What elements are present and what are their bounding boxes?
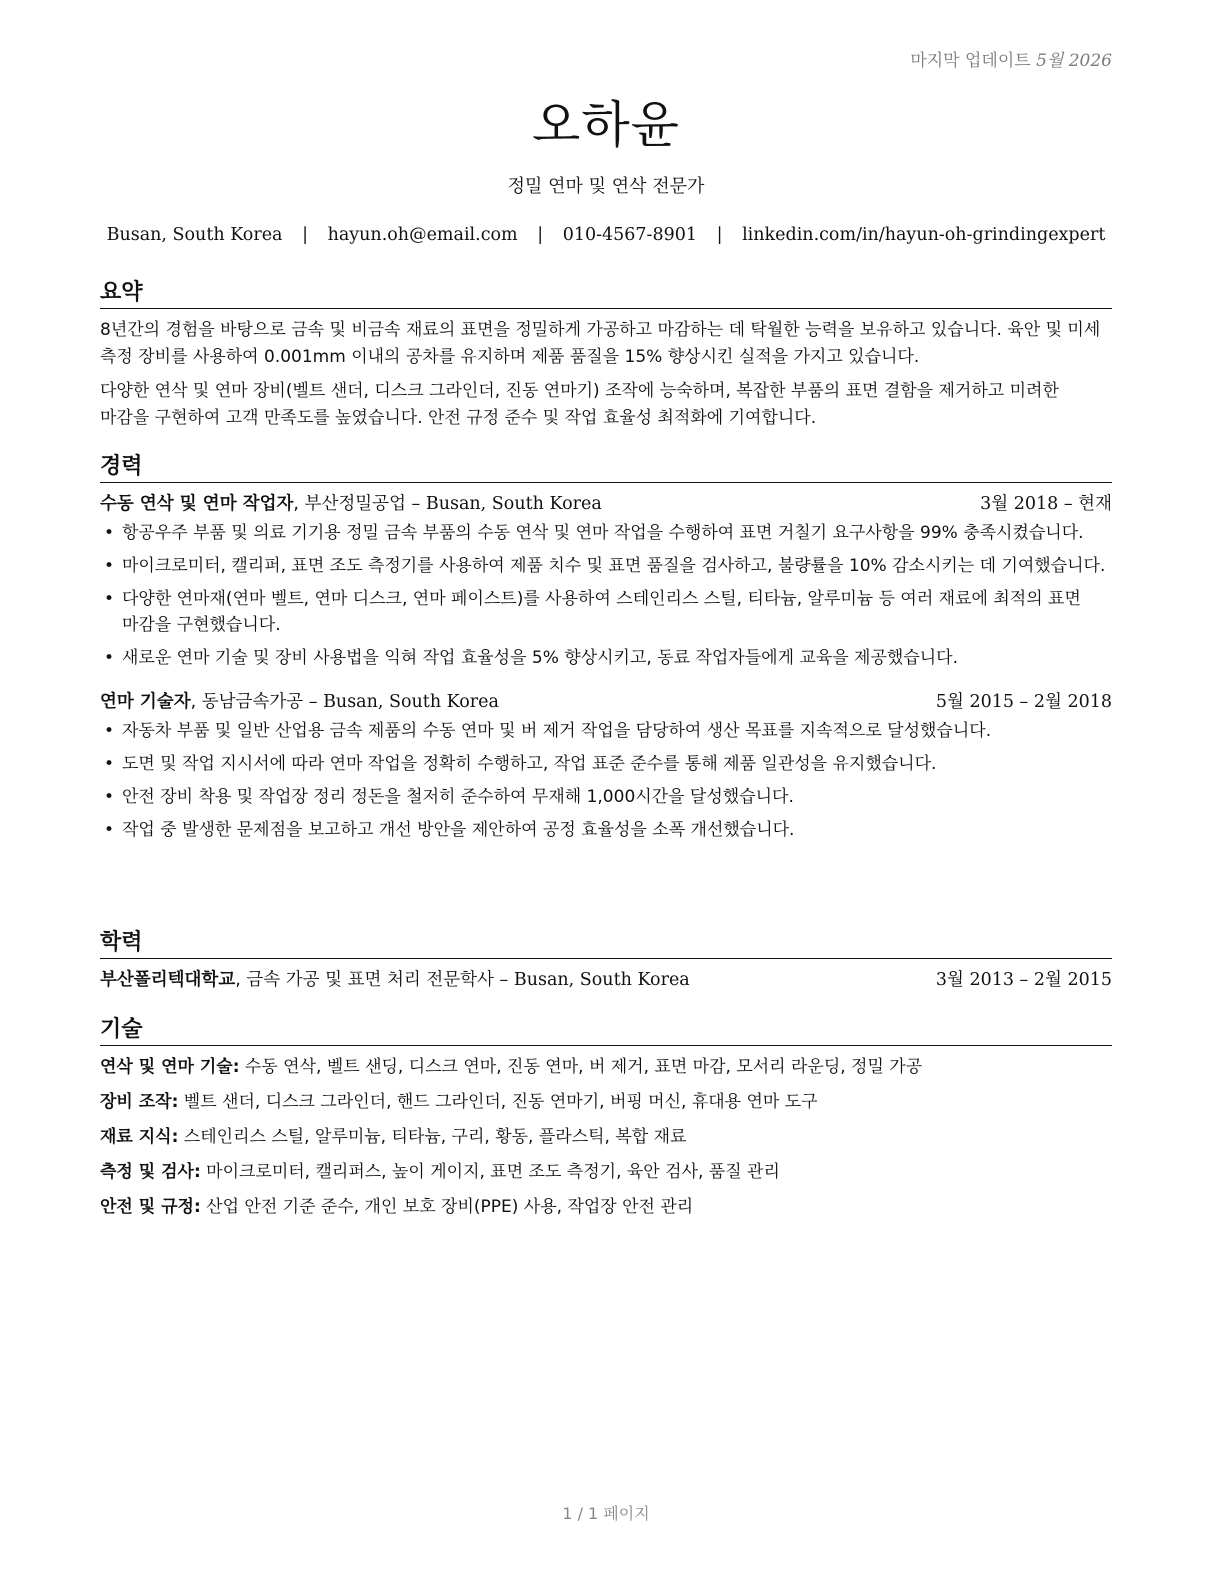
job-bullet: [100, 553, 1112, 579]
contact-separator: |: [537, 225, 544, 245]
skill-value: 스테인리스 스틸, 알루미늄, 티타늄, 구리, 황동, 플라스틱, 복합 재료: [178, 1127, 687, 1147]
summary-paragraph: 다양한 연삭 및 연마 장비(벨트 샌더, 디스크 그라인더, 진동 연마기) 조작에 능숙하며, 복잡한 부품의 표면 결함을 제거하고 미려한 마감을 구현하여 고객 만족도를 높였습니다. 안전 규정 준수 및 작업 효율성 최적화에 기여합니다.: [100, 381, 1059, 428]
last-updated-date: 5월 2026: [1036, 51, 1112, 71]
job-bullet: [100, 718, 1112, 744]
education-degree: , 금속 가공 및 표면 처리 전문학사: [235, 970, 494, 990]
job-location: – Busan, South Korea: [303, 692, 499, 712]
job-bullets: [100, 718, 1112, 843]
candidate-name: 오하윤: [532, 96, 680, 154]
job-bullet: [100, 645, 1112, 671]
resume-page: [100, 0, 1112, 1584]
job-role: 수동 연삭 및 연마 작업자: [100, 494, 294, 514]
job-bullet-text: 새로운 연마 기술 및 장비 사용법을 익혀 작업 효율성을 5% 향상시키고, 동료 작업자들에게 교육을 제공했습니다.: [122, 648, 958, 668]
last-updated-label: 마지막 업데이트: [910, 51, 1031, 71]
skill-label: 연삭 및 연마 기술:: [100, 1057, 240, 1077]
contact-separator: |: [716, 225, 723, 245]
education-dates: 3월 2013 – 2월 2015: [935, 970, 1112, 990]
bullet-dot-icon: •: [104, 787, 115, 807]
job-bullet-text: 도면 및 작업 지시서에 따라 연마 작업을 정확히 수행하고, 작업 표준 준수를 통해 제품 일관성을 유지했습니다.: [122, 754, 937, 774]
contact-linkedin[interactable]: linkedin.com/in/hayun-oh-grindingexpert: [742, 225, 1106, 245]
bullet-dot-icon: •: [104, 523, 115, 543]
candidate-headline: 정밀 연마 및 연삭 전문가: [507, 176, 705, 197]
job-header: [100, 689, 1112, 716]
contact-separator: |: [302, 225, 308, 245]
experience-section: [100, 449, 1112, 850]
summary-section: [100, 275, 1112, 439]
bullet-dot-icon: •: [104, 820, 115, 840]
contact-line: [100, 225, 1112, 245]
job-bullet: [100, 520, 1112, 546]
job-entry: [100, 491, 1112, 671]
job-company: , 부산정밀공업: [293, 494, 406, 514]
job-bullet-text: 마이크로미터, 캘리퍼, 표면 조도 측정기를 사용하여 제품 치수 및 표면 품질을 검사하고, 불량률을 10% 감소시키는 데 기여했습니다.: [122, 556, 1106, 576]
job-bullet: [100, 784, 1112, 810]
education-entry: [100, 967, 1112, 994]
skill-row: [100, 1054, 1112, 1081]
summary-paragraph: 8년간의 경험을 바탕으로 금속 및 비금속 재료의 표면을 정밀하게 가공하고 마감하는 데 탁월한 능력을 보유하고 있습니다. 육안 및 미세 측정 장비를 사용하여 0.001mm 이내의 공차를 유지하며 제품 품질을 15% 향상시킨 실적을 가지고 있습니다.: [100, 320, 1101, 367]
education-section: [100, 925, 1112, 994]
skill-value: 산업 안전 기준 준수, 개인 보호 장비(PPE) 사용, 작업장 안전 관리: [200, 1197, 694, 1217]
summary-title: 요약: [100, 275, 1112, 309]
last-updated: [910, 46, 1112, 71]
job-bullet-text: 안전 장비 착용 및 작업장 정리 정돈을 철저히 준수하여 무재해 1,000시간을 달성했습니다.: [122, 787, 794, 807]
job-bullet-text: 다양한 연마재(연마 벨트, 연마 디스크, 연마 페이스트)를 사용하여 스테인리스 스틸, 티타늄, 알루미늄 등 여러 재료에 최적의 표면 마감을 구현했습니다.: [122, 589, 1081, 635]
job-bullet: [100, 817, 1112, 843]
job-location: – Busan, South Korea: [405, 494, 602, 514]
bullet-dot-icon: •: [104, 721, 115, 741]
job-company: , 동남금속가공: [190, 692, 304, 712]
bullet-dot-icon: •: [104, 754, 115, 774]
skills-title: 기술: [100, 1012, 1112, 1046]
job-header: [100, 491, 1112, 518]
job-role: 연마 기술자: [100, 692, 191, 712]
skill-row: [100, 1089, 1112, 1116]
education-school: 부산폴리텍대학교: [100, 970, 236, 990]
skill-value: 벨트 샌더, 디스크 그라인더, 핸드 그라인더, 진동 연마기, 버핑 머신, 휴대용 연마 도구: [178, 1092, 818, 1112]
bullet-dot-icon: •: [104, 648, 115, 668]
skill-row: [100, 1159, 1112, 1186]
job-entry: [100, 689, 1112, 843]
education-title: 학력: [100, 925, 1112, 959]
job-bullet-text: 작업 중 발생한 문제점을 보고하고 개선 방안을 제안하여 공정 효율성을 소폭 개선했습니다.: [122, 820, 795, 840]
page-number: 1 / 1 페이지: [562, 1504, 650, 1523]
skills-section: [100, 1012, 1112, 1229]
experience-title: 경력: [100, 449, 1112, 483]
skill-label: 재료 지식:: [100, 1127, 179, 1147]
job-bullet-text: 자동차 부품 및 일반 산업용 금속 제품의 수동 연마 및 버 제거 작업을 담당하여 생산 목표를 지속적으로 달성했습니다.: [122, 721, 992, 741]
job-dates: 5월 2015 – 2월 2018: [935, 692, 1112, 712]
skill-row: [100, 1194, 1112, 1221]
bullet-dot-icon: •: [104, 589, 115, 609]
skill-label: 안전 및 규정:: [100, 1197, 201, 1217]
job-dates: 3월 2018 – 현재: [980, 494, 1112, 514]
job-bullet: [100, 586, 1112, 638]
contact-email[interactable]: hayun.oh@email.com: [327, 225, 518, 245]
contact-location: Busan, South Korea: [106, 225, 283, 245]
skill-value: 수동 연삭, 벨트 샌딩, 디스크 연마, 진동 연마, 버 제거, 표면 마감, 모서리 라운딩, 정밀 가공: [239, 1057, 923, 1077]
job-bullet-text: 항공우주 부품 및 의료 기기용 정밀 금속 부품의 수동 연삭 및 연마 작업을 수행하여 표면 거칠기 요구사항을 99% 충족시켰습니다.: [122, 523, 1084, 543]
skill-row: [100, 1124, 1112, 1151]
skill-value: 마이크로미터, 캘리퍼스, 높이 게이지, 표면 조도 측정기, 육안 검사, 품질 관리: [200, 1162, 780, 1182]
bullet-dot-icon: •: [104, 556, 115, 576]
job-bullet: [100, 751, 1112, 777]
education-location: – Busan, South Korea: [493, 970, 690, 990]
skill-label: 측정 및 검사:: [100, 1162, 201, 1182]
job-bullets: [100, 520, 1112, 671]
contact-phone[interactable]: 010-4567-8901: [562, 225, 698, 245]
skill-label: 장비 조작:: [100, 1092, 179, 1112]
